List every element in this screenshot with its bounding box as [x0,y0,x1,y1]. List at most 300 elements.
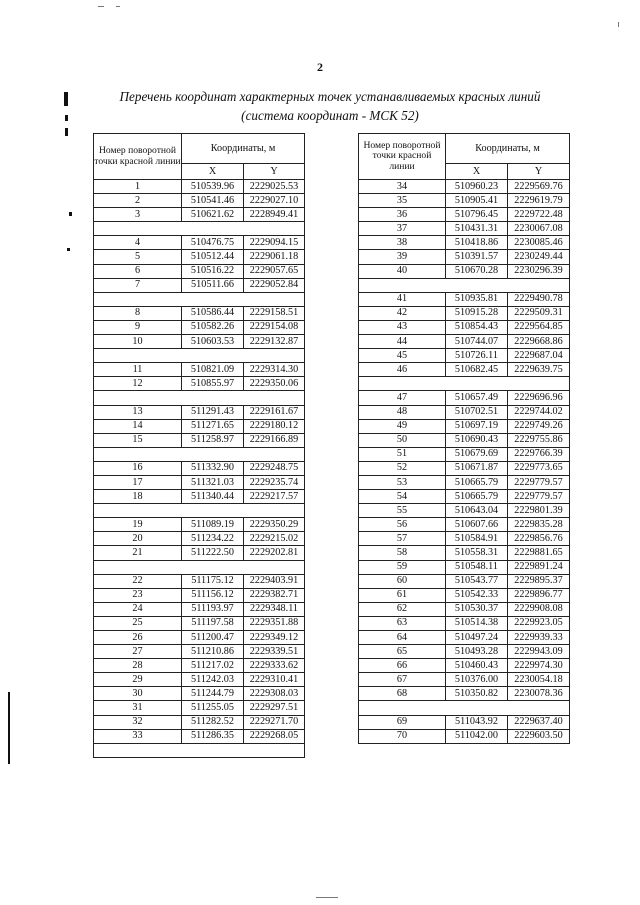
table-row [94,574,305,588]
point-number-cell: 14 [94,419,182,433]
table-row [359,250,570,264]
x-coordinate-cell: 510418.86 [446,236,508,250]
y-coordinate-cell: 2230054.18 [508,673,570,687]
y-coordinate-cell: 2229161.67 [244,405,305,419]
point-number-cell: 7 [94,278,182,292]
point-number-cell: 27 [94,645,182,659]
separator-cell [359,701,570,715]
point-number-cell: 48 [359,405,446,419]
y-coordinate-cell: 2229687.04 [508,349,570,363]
y-coordinate-cell: 2229339.51 [244,645,305,659]
y-coordinate-cell: 2229349.12 [244,631,305,645]
y-coordinate-cell: 2229202.81 [244,546,305,560]
y-coordinate-cell: 2229180.12 [244,419,305,433]
separator-cell [359,278,570,292]
point-number-cell: 18 [94,490,182,504]
point-number-cell: 59 [359,560,446,574]
x-coordinate-cell: 510821.09 [182,363,244,377]
point-number-cell: 60 [359,574,446,588]
y-coordinate-cell: 2229310.41 [244,673,305,687]
table-row [94,377,305,391]
x-coordinate-cell: 510539.96 [182,180,244,194]
point-number-cell: 8 [94,306,182,320]
y-coordinate-cell: 2229943.09 [508,645,570,659]
point-number-cell: 26 [94,631,182,645]
point-number-cell: 34 [359,180,446,194]
y-coordinate-cell: 2229744.02 [508,405,570,419]
table-row [359,461,570,475]
point-number-cell: 47 [359,391,446,405]
x-coordinate-cell: 510582.26 [182,320,244,334]
y-coordinate-cell: 2229891.24 [508,560,570,574]
x-coordinate-cell: 510796.45 [446,208,508,222]
point-number-cell: 33 [94,729,182,743]
point-number-cell: 55 [359,504,446,518]
separator-cell [94,349,305,363]
point-number-cell: 16 [94,461,182,475]
y-coordinate-cell: 2229779.57 [508,490,570,504]
y-coordinate-cell: 2229333.62 [244,659,305,673]
table-row [359,715,570,729]
page-number: 2 [317,60,323,74]
y-coordinate-cell: 2229569.76 [508,180,570,194]
scan-speck [98,6,104,7]
point-number-cell: 52 [359,461,446,475]
table-row [359,306,570,320]
x-coordinate-cell: 510702.51 [446,405,508,419]
y-coordinate-cell: 2229974.30 [508,659,570,673]
table-row [94,645,305,659]
x-coordinate-cell: 511042.00 [446,729,508,743]
table-row [94,687,305,701]
x-coordinate-cell: 510350.82 [446,687,508,701]
point-number-cell: 17 [94,475,182,489]
table-row [94,475,305,489]
y-column-header: Y [244,164,305,180]
coordinates-table-right-body [359,180,570,744]
y-coordinate-cell: 2229215.02 [244,532,305,546]
x-coordinate-cell: 511156.12 [182,588,244,602]
x-coordinate-cell: 511217.02 [182,659,244,673]
table-row [94,306,305,320]
y-coordinate-cell: 2229217.57 [244,490,305,504]
table-row [359,602,570,616]
table-row [359,490,570,504]
y-coordinate-cell: 2229835.28 [508,518,570,532]
table-row [359,687,570,701]
table-row [359,546,570,560]
scan-speck [618,22,619,27]
x-coordinate-cell: 510586.44 [182,306,244,320]
x-coordinate-cell: 510512.44 [182,250,244,264]
x-coordinate-cell: 511282.52 [182,715,244,729]
table-row [359,194,570,208]
point-number-cell: 2 [94,194,182,208]
separator-row [94,349,305,363]
point-number-cell: 57 [359,532,446,546]
x-coordinate-cell: 510530.37 [446,602,508,616]
y-coordinate-cell: 2229779.57 [508,475,570,489]
x-coordinate-cell: 510855.97 [182,377,244,391]
x-coordinate-cell: 510558.31 [446,546,508,560]
table-row [359,320,570,334]
y-coordinate-cell: 2229722.48 [508,208,570,222]
table-row [94,335,305,349]
point-number-cell: 28 [94,659,182,673]
table-row [94,419,305,433]
y-coordinate-cell: 2229564.85 [508,320,570,334]
table-row [94,673,305,687]
x-coordinate-cell: 510621.62 [182,208,244,222]
y-coordinate-cell: 2229052.84 [244,278,305,292]
table-row [359,532,570,546]
point-number-cell: 1 [94,180,182,194]
table-row [359,264,570,278]
point-number-cell: 61 [359,588,446,602]
point-number-cell: 45 [359,349,446,363]
x-coordinate-cell: 510670.28 [446,264,508,278]
y-column-header: Y [508,164,570,180]
point-number-cell: 6 [94,264,182,278]
table-row [359,405,570,419]
table-row [94,518,305,532]
separator-cell [94,391,305,405]
table-row [359,363,570,377]
point-number-cell: 3 [94,208,182,222]
title-line-2: (система координат - МСК 52) [241,108,419,123]
table-row [359,433,570,447]
x-coordinate-cell: 510665.79 [446,490,508,504]
point-number-cell: 40 [359,264,446,278]
y-coordinate-cell: 2229755.86 [508,433,570,447]
x-coordinate-cell: 510542.33 [446,588,508,602]
point-number-cell: 22 [94,574,182,588]
x-coordinate-cell: 510697.19 [446,419,508,433]
x-coordinate-cell: 510603.53 [182,335,244,349]
point-number-cell: 69 [359,715,446,729]
table-row [94,588,305,602]
x-coordinate-cell: 510431.31 [446,222,508,236]
x-coordinate-cell: 510460.43 [446,659,508,673]
table-row [94,631,305,645]
separator-row [94,447,305,461]
y-coordinate-cell: 2229696.96 [508,391,570,405]
x-coordinate-cell: 510905.41 [446,194,508,208]
table-row [359,588,570,602]
table-row [359,560,570,574]
y-coordinate-cell: 2229348.11 [244,602,305,616]
y-coordinate-cell: 2229271.70 [244,715,305,729]
y-coordinate-cell: 2229766.39 [508,447,570,461]
x-coordinate-cell: 511197.58 [182,616,244,630]
x-coordinate-cell: 510671.87 [446,461,508,475]
point-number-cell: 12 [94,377,182,391]
point-number-cell: 64 [359,631,446,645]
y-coordinate-cell: 2229132.87 [244,335,305,349]
x-coordinate-cell: 511340.44 [182,490,244,504]
y-coordinate-cell: 2229749.26 [508,419,570,433]
coordinates-header: Координаты, м [446,134,570,164]
table-row [359,208,570,222]
point-number-cell: 11 [94,363,182,377]
table-row [359,574,570,588]
separator-row [359,701,570,715]
point-number-cell: 13 [94,405,182,419]
point-number-header: Номер поворотной точки красной линии [359,134,446,180]
table-row [94,236,305,250]
table-row [359,631,570,645]
table-row [359,335,570,349]
x-coordinate-cell: 510376.00 [446,673,508,687]
separator-row [94,743,305,757]
y-coordinate-cell: 2229509.31 [508,306,570,320]
table-row [94,659,305,673]
x-coordinate-cell: 510744.07 [446,335,508,349]
table-row [94,715,305,729]
x-coordinate-cell: 511291.43 [182,405,244,419]
x-coordinate-cell: 510497.24 [446,631,508,645]
point-number-cell: 9 [94,320,182,334]
table-row [359,518,570,532]
point-number-cell: 15 [94,433,182,447]
y-coordinate-cell: 2229382.71 [244,588,305,602]
point-number-cell: 39 [359,250,446,264]
point-number-cell: 30 [94,687,182,701]
table-row [359,292,570,306]
x-coordinate-cell: 510511.66 [182,278,244,292]
x-coordinate-cell: 510493.28 [446,645,508,659]
coordinates-table-left [93,133,305,758]
y-coordinate-cell: 2229057.65 [244,264,305,278]
x-coordinate-cell: 510679.69 [446,447,508,461]
point-number-cell: 25 [94,616,182,630]
point-number-cell: 43 [359,320,446,334]
table-row [359,419,570,433]
point-number-cell: 56 [359,518,446,532]
y-coordinate-cell: 2229166.89 [244,433,305,447]
table-row [94,194,305,208]
x-coordinate-cell: 511175.12 [182,574,244,588]
y-coordinate-cell: 2228949.41 [244,208,305,222]
separator-row [94,391,305,405]
coordinates-table-right [358,133,570,744]
table-row [94,701,305,715]
separator-cell [94,504,305,518]
x-coordinate-cell: 511193.97 [182,602,244,616]
binder-mark [65,128,68,136]
x-coordinate-cell: 511286.35 [182,729,244,743]
table-row [94,546,305,560]
x-coordinate-cell: 511258.97 [182,433,244,447]
point-number-cell: 65 [359,645,446,659]
y-coordinate-cell: 2229158.51 [244,306,305,320]
x-coordinate-cell: 510516.22 [182,264,244,278]
point-number-cell: 41 [359,292,446,306]
table-row [359,616,570,630]
separator-row [94,504,305,518]
point-number-cell: 44 [359,335,446,349]
y-coordinate-cell: 2229895.37 [508,574,570,588]
x-coordinate-cell: 510643.04 [446,504,508,518]
y-coordinate-cell: 2229896.77 [508,588,570,602]
x-coordinate-cell: 510960.23 [446,180,508,194]
y-coordinate-cell: 2229603.50 [508,729,570,743]
binder-mark [69,212,72,216]
point-number-cell: 4 [94,236,182,250]
y-coordinate-cell: 2229248.75 [244,461,305,475]
point-number-cell: 66 [359,659,446,673]
y-coordinate-cell: 2229094.15 [244,236,305,250]
x-coordinate-cell: 510541.46 [182,194,244,208]
point-number-cell: 67 [359,673,446,687]
x-column-header: X [446,164,508,180]
y-coordinate-cell: 2229490.78 [508,292,570,306]
point-number-cell: 62 [359,602,446,616]
point-number-cell: 10 [94,335,182,349]
point-number-cell: 51 [359,447,446,461]
point-number-cell: 31 [94,701,182,715]
x-coordinate-cell: 510690.43 [446,433,508,447]
y-coordinate-cell: 2229637.40 [508,715,570,729]
y-coordinate-cell: 2229297.51 [244,701,305,715]
separator-cell [94,743,305,757]
document-title [70,87,590,125]
x-coordinate-cell: 511321.03 [182,475,244,489]
separator-cell [94,222,305,236]
y-coordinate-cell: 2229773.65 [508,461,570,475]
x-coordinate-cell: 511332.90 [182,461,244,475]
separator-cell [359,377,570,391]
point-number-cell: 19 [94,518,182,532]
point-number-cell: 23 [94,588,182,602]
x-coordinate-cell: 511210.86 [182,645,244,659]
point-number-cell: 38 [359,236,446,250]
point-number-cell: 54 [359,490,446,504]
point-number-cell: 21 [94,546,182,560]
x-column-header: X [182,164,244,180]
separator-cell [94,560,305,574]
point-number-cell: 24 [94,602,182,616]
table-row [359,447,570,461]
y-coordinate-cell: 2229908.08 [508,602,570,616]
y-coordinate-cell: 2229061.18 [244,250,305,264]
point-number-header: Номер поворотной точки красной линии [94,134,182,180]
y-coordinate-cell: 2230085.46 [508,236,570,250]
table-row [359,475,570,489]
separator-row [94,560,305,574]
x-coordinate-cell: 510854.43 [446,320,508,334]
point-number-cell: 70 [359,729,446,743]
table-row [94,433,305,447]
binder-mark [64,92,68,106]
binder-mark [65,115,68,121]
separator-row [359,278,570,292]
point-number-cell: 50 [359,433,446,447]
x-coordinate-cell: 511200.47 [182,631,244,645]
point-number-cell: 35 [359,194,446,208]
table-row [94,602,305,616]
table-row [359,222,570,236]
y-coordinate-cell: 2229027.10 [244,194,305,208]
table-row [94,264,305,278]
point-number-cell: 68 [359,687,446,701]
y-coordinate-cell: 2229308.03 [244,687,305,701]
point-number-cell: 46 [359,363,446,377]
coordinates-table-left-body [94,180,305,758]
table-row [359,673,570,687]
separator-row [94,292,305,306]
x-coordinate-cell: 510915.28 [446,306,508,320]
x-coordinate-cell: 510476.75 [182,236,244,250]
y-coordinate-cell: 2229939.33 [508,631,570,645]
y-coordinate-cell: 2229235.74 [244,475,305,489]
x-coordinate-cell: 511271.65 [182,419,244,433]
x-coordinate-cell: 510726.11 [446,349,508,363]
table-row [359,504,570,518]
x-coordinate-cell: 511242.03 [182,673,244,687]
x-coordinate-cell: 511244.79 [182,687,244,701]
x-coordinate-cell: 511089.19 [182,518,244,532]
table-row [94,616,305,630]
x-coordinate-cell: 510657.49 [446,391,508,405]
point-number-cell: 20 [94,532,182,546]
table-row [359,645,570,659]
y-coordinate-cell: 2229639.75 [508,363,570,377]
scan-speck [316,897,338,898]
x-coordinate-cell: 510665.79 [446,475,508,489]
separator-cell [94,292,305,306]
y-coordinate-cell: 2229268.05 [244,729,305,743]
point-number-cell: 53 [359,475,446,489]
point-number-cell: 29 [94,673,182,687]
table-row [94,490,305,504]
y-coordinate-cell: 2229801.39 [508,504,570,518]
y-coordinate-cell: 2229923.05 [508,616,570,630]
point-number-cell: 37 [359,222,446,236]
separator-cell [94,447,305,461]
y-coordinate-cell: 2229881.65 [508,546,570,560]
y-coordinate-cell: 2230067.08 [508,222,570,236]
point-number-cell: 49 [359,419,446,433]
x-coordinate-cell: 511222.50 [182,546,244,560]
x-coordinate-cell: 510548.11 [446,560,508,574]
x-coordinate-cell: 511255.05 [182,701,244,715]
y-coordinate-cell: 2229619.79 [508,194,570,208]
x-coordinate-cell: 510607.66 [446,518,508,532]
table-row [94,729,305,743]
point-number-cell: 36 [359,208,446,222]
x-coordinate-cell: 510543.77 [446,574,508,588]
coordinates-header: Координаты, м [182,134,305,164]
y-coordinate-cell: 2229154.08 [244,320,305,334]
y-coordinate-cell: 2229350.06 [244,377,305,391]
scan-speck [116,6,120,7]
y-coordinate-cell: 2229350.29 [244,518,305,532]
table-row [94,250,305,264]
table-row [359,236,570,250]
table-row [94,208,305,222]
y-coordinate-cell: 2229668.86 [508,335,570,349]
table-row [94,180,305,194]
left-edge-line [8,692,10,764]
table-row [94,278,305,292]
table-row [359,180,570,194]
y-coordinate-cell: 2230249.44 [508,250,570,264]
x-coordinate-cell: 510514.38 [446,616,508,630]
y-coordinate-cell: 2230296.39 [508,264,570,278]
table-row [94,405,305,419]
x-coordinate-cell: 511043.92 [446,715,508,729]
